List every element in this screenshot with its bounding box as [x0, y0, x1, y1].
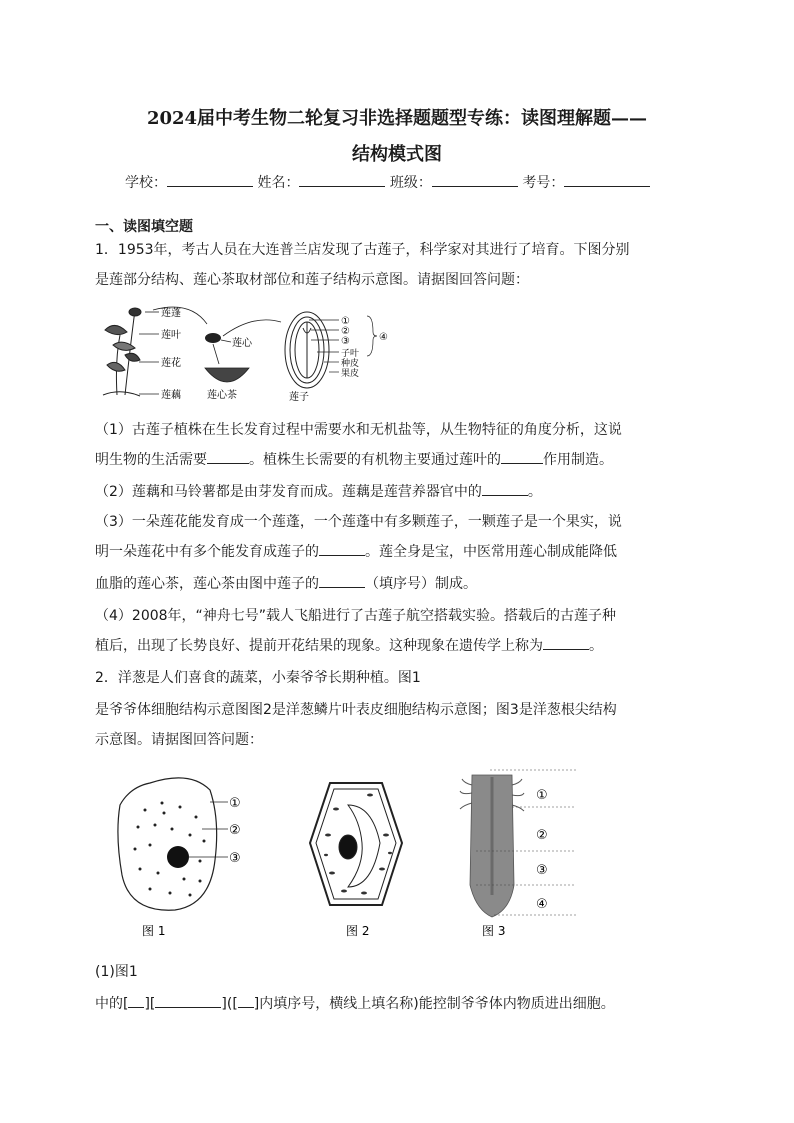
q2-p1-text-c: ]([	[221, 996, 238, 1012]
class-label: 班级：	[389, 175, 432, 191]
q1-p4-line2	[95, 636, 603, 656]
label-lianxincha: 莲心茶	[207, 390, 237, 401]
label-lianhua: 莲花	[161, 358, 181, 369]
label-n3: ③	[341, 336, 350, 347]
fig3-label-n3: ③	[536, 863, 548, 878]
fig3-label-n1: ①	[536, 788, 548, 803]
fig2-caption: 图 2	[346, 924, 370, 938]
q1-p1-text-c: 作用制造。	[543, 452, 613, 468]
lotus-heart-icon	[205, 333, 221, 343]
q2-stem-line3: 示意图。请据图回答问题：	[95, 732, 263, 748]
plant-cell-drawing	[310, 783, 402, 905]
page-title-line2: 结构模式图	[352, 144, 442, 165]
q2-p1-blank1[interactable]	[128, 994, 144, 1008]
fig3-label-n2: ②	[536, 828, 548, 843]
exam-no-label: 考号：	[522, 175, 565, 191]
exam-no-blank[interactable]	[564, 173, 650, 187]
name-label: 姓名：	[257, 175, 300, 191]
q2-p1-text-a: 中的[	[95, 996, 129, 1012]
q1-p1-text-a: 明生物的生活需要	[95, 452, 207, 468]
q1-p3-text-a: 明一朵莲花中有多个能发育成莲子的	[95, 544, 319, 560]
q1-p3-blank2[interactable]	[319, 574, 365, 588]
label-n4: ④	[379, 332, 388, 343]
q1-p3-line2	[95, 542, 617, 562]
label-lianou: 莲藕	[161, 390, 181, 401]
q1-p3-text-c: 血脂的莲心茶，莲心茶由图中莲子的	[95, 576, 319, 592]
q1-p1-line2	[95, 450, 613, 470]
fig1-label-n3: ③	[229, 851, 241, 866]
label-n1: ①	[341, 316, 350, 327]
label-liangpeng: 莲蓬	[161, 308, 181, 319]
q1-p1-text-b: 。植株生长需要的有机物主要通过莲叶的	[249, 452, 501, 468]
school-blank[interactable]	[167, 173, 253, 187]
page-title-line1: 2024届中考生物二轮复习非选择题题型专练：读图理解题——	[146, 108, 648, 129]
q1-p4-line1: （4）2008年，“神舟七号”载人飞船进行了古莲子航空搭载实验。搭载后的古莲子种	[95, 608, 617, 624]
class-blank[interactable]	[432, 173, 518, 187]
lotus-plant-drawing	[103, 308, 141, 396]
student-info-row	[125, 172, 650, 192]
q1-p4-blank[interactable]	[543, 636, 589, 650]
q1-p1-line1: （1）古莲子植株在生长发育过程中需要水和无机盐等，从生物特征的角度分析，这说	[95, 422, 622, 438]
q1-p3-blank1[interactable]	[319, 542, 365, 556]
fig3-caption: 图 3	[482, 924, 506, 938]
fig3-label-n4: ④	[536, 897, 548, 912]
onion-cell-figures	[100, 765, 600, 940]
arrow-to-tea	[213, 344, 219, 364]
q2-p1-blank3[interactable]	[238, 994, 254, 1008]
q2-p1-line2	[95, 994, 615, 1014]
q1-p1-blank2[interactable]	[501, 450, 543, 464]
q2-p1-text-b: ][	[144, 996, 156, 1012]
q1-p2-line	[95, 482, 542, 502]
q2-p1-blank2[interactable]	[155, 994, 221, 1008]
label-lianye: 莲叶	[161, 330, 181, 341]
q1-p4-text-b: 。	[589, 638, 603, 654]
q1-stem-line1: 1．1953年，考古人员在大连普兰店发现了古莲子，科学家对其进行了培育。下图分别	[95, 242, 630, 258]
q1-p3-line3	[95, 574, 477, 594]
lotus-seed-section	[285, 312, 329, 388]
arrow-to-section	[223, 320, 281, 336]
label-lianxin: 莲心	[232, 338, 252, 349]
label-n2: ②	[341, 326, 350, 337]
q1-stem-line2: 是莲部分结构、莲心茶取材部位和莲子结构示意图。请据图回答问题：	[95, 272, 529, 288]
q1-p3-text-d: （填序号）制成。	[365, 576, 477, 592]
q1-p4-text-a: 植后，出现了长势良好、提前开花结果的现象。这种现象在遗传学上称为	[95, 638, 543, 654]
q1-p3-line1: （3）一朵莲花能发育成一个莲蓬，一个莲蓬中有多颗莲子，一颗莲子是一个果实，说	[95, 514, 622, 530]
q1-p1-blank1[interactable]	[207, 450, 249, 464]
fig1-caption: 图 1	[142, 924, 166, 938]
q1-p3-text-b: 。莲全身是宝，中医常用莲心制成能降低	[365, 544, 617, 560]
root-tip-drawing	[460, 770, 576, 917]
q2-p1-line1: (1)图1	[95, 964, 138, 980]
q2-stem-line1: 2．洋葱是人们喜食的蔬菜，小秦爷爷长期种植。图1	[95, 670, 421, 686]
tea-bowl-icon	[205, 368, 249, 382]
section-heading: 一、读图填空题	[95, 219, 193, 235]
q2-p1-text-d: ]内填序号，横线上填名称)能控制爷爷体内物质进出细胞。	[253, 996, 615, 1012]
q1-p2-blank[interactable]	[482, 482, 528, 496]
name-blank[interactable]	[299, 173, 385, 187]
lotus-structure-figure	[95, 300, 405, 408]
q1-p2-text-a: （2）莲藕和马铃薯都是由芽发育而成。莲藕是莲营养器官中的	[95, 484, 482, 500]
lianxin-leader	[221, 340, 231, 342]
label-lianzi: 莲子	[289, 392, 309, 403]
animal-cell-drawing	[118, 778, 228, 910]
lotus-plant-leaders	[139, 312, 159, 394]
label-guopi: 果皮	[341, 369, 360, 379]
q1-p2-text-b: 。	[527, 484, 542, 500]
label-ziye: 子叶	[341, 349, 360, 359]
fig1-label-n2: ②	[229, 823, 241, 838]
fig1-label-n1: ①	[229, 796, 241, 811]
q2-stem-line2: 是爷爷体细胞结构示意图图2是洋葱鳞片叶表皮细胞结构示意图；图3是洋葱根尖结构	[95, 702, 617, 718]
school-label: 学校：	[125, 175, 167, 191]
label-zhongpi: 种皮	[341, 359, 360, 369]
